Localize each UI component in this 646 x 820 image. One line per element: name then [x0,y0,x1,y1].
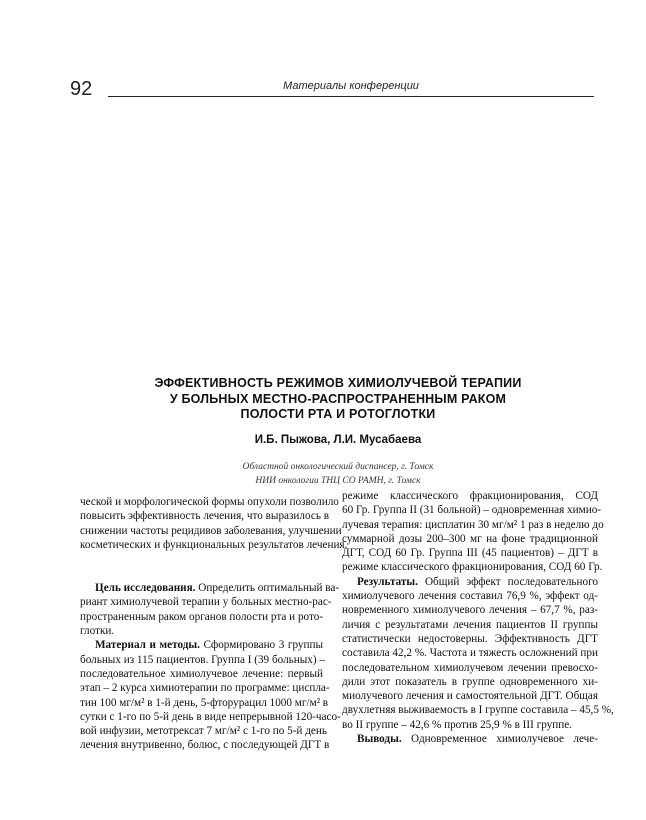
left-column [80,495,348,753]
line-text: дили этот показатель в группе одновременного хи- [342,675,598,688]
line-text: суммарной дозы 200–300 мг на фоне традиционной [342,532,598,545]
text-line [80,581,340,595]
text-line [80,653,323,667]
text-line [342,560,603,574]
text-line [342,489,598,503]
line-text: Сформировано 3 группы [199,639,323,652]
line-text: миолучевого лечения и самостоятельной ДГТ. Общая [342,690,598,703]
title-line: ЭФФЕКТИВНОСТЬ РЕЖИМОВ ХИМИОЛУЧЕВОЙ ТЕРАПИИ [154,376,522,390]
paragraph [80,581,340,638]
header-rule [108,96,594,97]
paragraph [80,495,348,552]
paragraph [342,489,604,575]
line-text: риант химиолучевой терапии у больных местно-рас- [80,596,332,609]
text-line [342,718,598,732]
line-text: этап – 2 курса химиотерапии по программе: циспла- [80,682,330,695]
section-heading: Цель исследования. [95,582,196,595]
text-line [342,503,602,517]
text-line [342,632,598,646]
line-text: химиолучевого лечения составил 76,9 %, эффект од- [342,590,598,603]
line-text: 60 Гр. Группа II (31 больной) – одновременная химио- [342,504,602,517]
line-text: вой инфузии, метотрексат 7 мг/м² с 1-го по 5-й день [80,725,327,738]
affiliations [100,460,576,488]
text-line [80,667,323,681]
text-line [80,710,341,724]
line-text: режиме классического фракционирования, СОД [342,490,598,502]
line-text: Общий эффект последовательного [417,575,598,588]
text-line [80,724,327,738]
line-text: режиме классического фракционирования, СОД 60 Гр. [342,561,603,574]
line-text: во II группе – 42,6 % против 25,9 % в III группе. [342,718,572,731]
paragraph [342,732,598,746]
text-line [342,575,598,589]
line-text: Одновременное химиолучевое лече- [401,733,598,746]
text-line [342,689,598,703]
right-column [342,489,614,746]
line-text: Определить оптимальный ва- [195,582,340,595]
text-line [342,732,598,746]
affiliation: НИИ онкологии ТНЦ СО РАМН, г. Томск [255,476,421,486]
line-text: двухлетняя выживаемость в I группе составила – 45,5 %, [342,704,614,717]
text-line [342,646,598,660]
text-line [342,703,614,717]
running-title: Материалы конференции [283,80,419,92]
paragraph [80,638,341,752]
text-line [80,509,330,523]
line-text: больных из 115 пациентов. Группа I (39 больных) – [80,653,325,666]
line-text: составила 42,2 %. Частота и тяжесть осложнений при [342,647,598,660]
article-authors: И.Б. Пыжова, Л.И. Мусабаева [254,434,422,446]
text-line [342,518,604,532]
line-text: статистически недостоверны. Эффективность ДГТ [342,632,598,645]
title-line: У БОЛЬНЫХ МЕСТНО-РАСПРОСТРАНЕННЫМ РАКОМ [169,391,507,406]
text-line [342,603,598,617]
line-text: последовательном химиолучевом лечении превосхо- [342,661,598,674]
line-text: снижении частоты рецидивов заболевания, улучшении [80,524,342,537]
text-line [80,696,329,710]
text-line [342,661,598,675]
text-line [80,538,348,552]
text-line [342,675,598,689]
text-line [342,546,598,560]
section-heading: Выводы. [357,733,402,746]
line-text: сутки с 1-го по 5-й день в виде непрерывной 120-часо- [80,710,341,723]
text-line [80,681,330,695]
section-heading: Материал и методы. [95,639,200,652]
affiliation: Областной онкологический диспансер, г. Томск [242,462,434,472]
line-text: лечения внутривенно, болюс, с последующей ДГТ в [80,739,330,752]
text-line [80,610,323,624]
line-text: последовательное химиолучевое лечение: первый [80,667,323,680]
text-line [80,638,323,652]
text-line [342,532,598,546]
line-text: личия с результатами лечения пациентов II группы [342,618,598,631]
text-line [80,738,330,752]
line-text: ческой и морфологической формы опухоли позволило [80,496,339,508]
text-line [80,495,339,509]
section-heading: Результаты. [357,575,418,588]
page-number: 92 [70,78,93,100]
article-title [100,376,576,423]
line-text: новременного химиолучевого лечения – 67,7 %, раз- [342,604,598,617]
text-line [80,524,342,538]
paragraph-gap [80,552,323,581]
text-line [342,618,598,632]
line-text: повысить эффективность лечения, что выразилось в [80,510,330,523]
text-line [342,589,598,603]
line-text: косметических и функциональных результатов лечения. [80,538,348,551]
line-text: глотки. [80,625,115,638]
text-line [80,595,332,609]
line-text: ДГТ, СОД 60 Гр. Группа III (45 пациентов) – ДГТ в [342,547,598,560]
line-text: пространенным раком органов полости рта и рото- [80,610,324,623]
paragraph [342,575,614,732]
text-line [80,624,323,638]
title-line: ПОЛОСТИ РТА И РОТОГЛОТКИ [240,407,436,421]
line-text: лучевая терапия: цисплатин 30 мг/м² 1 раз в неделю до [342,518,604,531]
line-text: тин 100 мг/м² в 1-й день, 5-фторурацил 1000 мг/м² в [80,696,329,709]
